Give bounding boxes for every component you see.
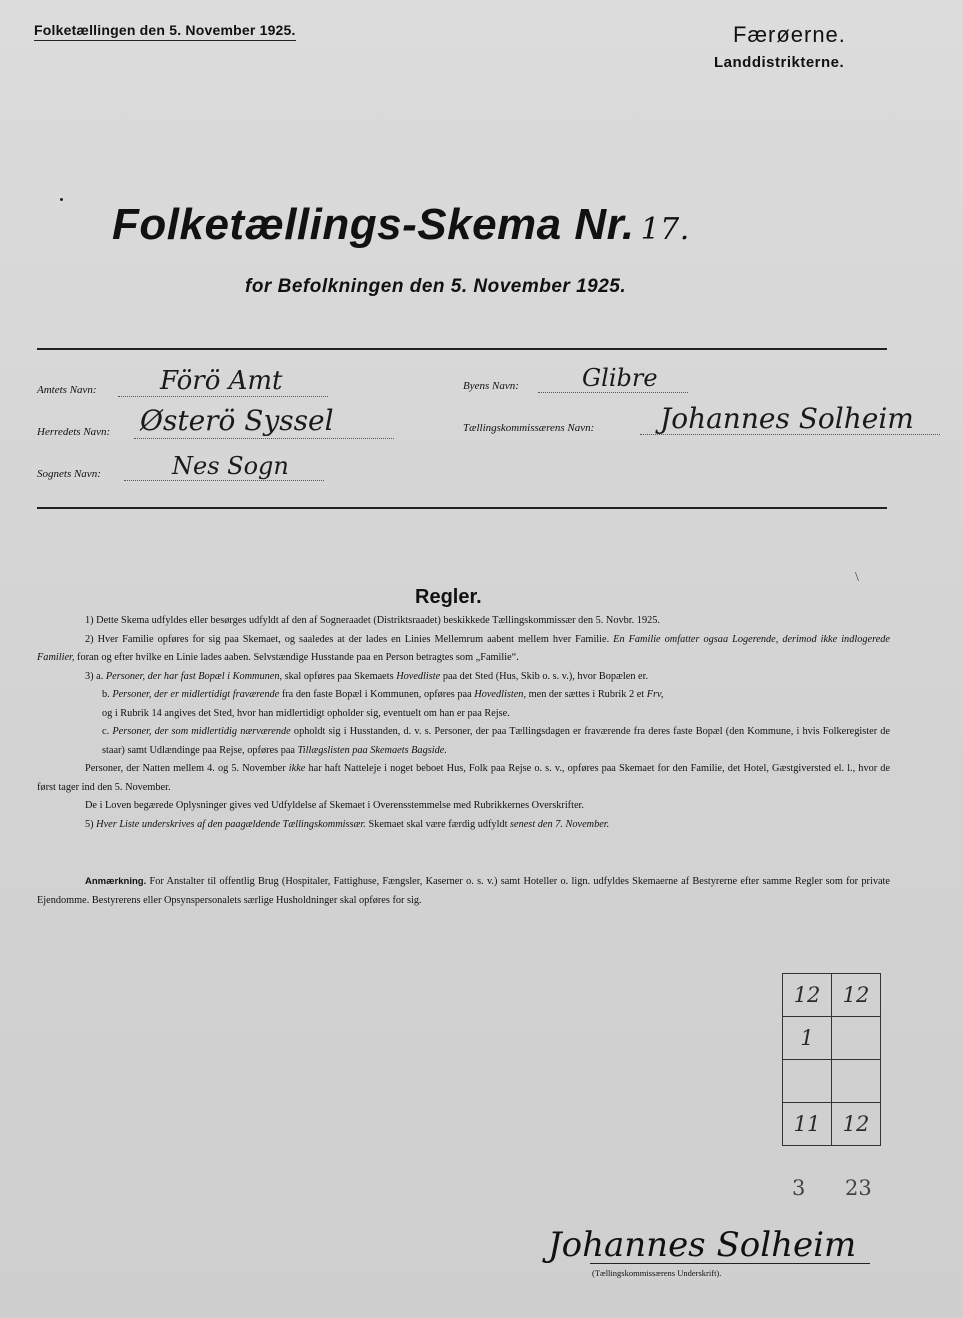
census-date-header: Folketællingen den 5. November 1925.	[34, 22, 296, 41]
tally-cell: 1	[783, 1017, 832, 1060]
divider-bottom	[37, 507, 887, 509]
remark-label: Anmærkning.	[85, 876, 147, 887]
herred-label: Herredets Navn:	[37, 426, 111, 438]
form-title-text: Folketællings-Skema Nr.	[112, 200, 635, 249]
rule-1: 1) Dette Skema udfyldes eller besørges udfyldt af den af Sogneraadet (Distriktsraadet) beskikkede Tællingskommissær den 5. Novbr. 1925.	[85, 615, 660, 626]
remark-text: For Anstalter til offentlig Brug (Hospitaler, Fattighuse, Fængsler, Kaserner o. s. v.) samt Hoteller o. lign. udfyldes Skemaerne af Bestyrerne efter samme Regler som for private Ejendomme. Bestyrerens eller Opsynspersonalets særlige Husholdninger skal opføres for sig.	[37, 876, 890, 906]
rule-4: Personer, der Natten mellem 4. og 5. November ikke har haft Natteleje i noget beboet Hus, Folk paa Rejse o. s. v., opføres paa Skemaet for den Familie, det Hotel, Gæstgiversted el. l., hvor de først tager ind den 5. November.	[37, 763, 891, 793]
rule-5: 5) Hver Liste underskrives af den paagældende Tællingskommissær. Skemaet skal være færdig udfyldt senest den 7. November.	[85, 818, 610, 830]
form-number: 17.	[640, 212, 690, 247]
herred-value: Østerö Syssel	[140, 404, 334, 437]
rules-heading: Regler.	[415, 586, 482, 608]
tally-cell: 12	[832, 1103, 881, 1146]
rule-3c: c. Personer, der som midlertidig nærværende opholdt sig i Husstanden, d. v. s. Personer, der paa Tællingsdagen er fraværende fra deres faste Bopæl (den Kommune, i hvis Folkeregister de staar) samt Udlændinge paa Rejse, opføres paa Tillægslisten paa Skemaets Bagside.	[102, 726, 891, 756]
district-subtitle: Landdistrikterne.	[714, 54, 845, 71]
tally-row	[783, 1060, 881, 1103]
tally-cell	[832, 1017, 881, 1060]
region-title: Færøerne.	[733, 22, 846, 47]
kommissaer-value: Johannes Solheim	[660, 402, 914, 435]
sogn-dotted-line	[124, 480, 324, 481]
herred-dotted-line	[134, 438, 394, 439]
tally-cell: 11	[783, 1103, 832, 1146]
rules-body	[37, 612, 890, 834]
by-dotted-line	[538, 392, 688, 393]
tally-cell: 12	[832, 974, 881, 1017]
sogn-value: Nes Sogn	[172, 452, 289, 480]
form-title	[112, 200, 690, 250]
ink-dot	[60, 198, 63, 201]
by-label: Byens Navn:	[463, 380, 519, 392]
signature-caption: (Tællingskommissærens Underskrift).	[592, 1268, 722, 1278]
tally-total-left: 3	[792, 1176, 806, 1200]
rule-law: De i Loven begærede Oplysninger gives ved Udfyldelse af Skemaet i Overensstemmelse med Rubrikkernes Overskrifter.	[85, 800, 584, 811]
amt-dotted-line	[118, 396, 328, 397]
tally-total-right: 23	[845, 1176, 872, 1200]
form-subtitle: for Befolkningen den 5. November 1925.	[245, 276, 627, 297]
remark-paragraph	[37, 872, 890, 910]
signature-line	[590, 1263, 870, 1264]
tally-row	[783, 1103, 881, 1146]
rule-3b: b. Personer, der er midlertidigt fraværende fra den faste Bopæl i Kommunen, opføres paa Hovedlisten, men der sættes i Rubrik 2 et Frv, og i Rubrik 14 angives det Sted, hvor han midlertidigt opholder sig, eventuelt om han er paa Rejse.	[102, 689, 664, 719]
divider-top	[37, 348, 887, 350]
sogn-label: Sognets Navn:	[37, 468, 101, 480]
tally-row	[783, 1017, 881, 1060]
tally-cell: 12	[783, 974, 832, 1017]
tally-cell	[832, 1060, 881, 1103]
pencil-mark: \	[855, 570, 859, 585]
kommissaer-label: Tællingskommissærens Navn:	[463, 422, 595, 434]
tally-cell	[783, 1060, 832, 1103]
amt-value: Förö Amt	[160, 366, 283, 396]
commissioner-signature: Johannes Solheim	[548, 1225, 857, 1265]
rule-2: 2) Hver Familie opføres for sig paa Skemaet, og saaledes at der lades en Linies Mellemrum aabent mellem hver Familie. En Familie omfatter ogsaa Logerende, derimod ikke indlogerede Familier, foran og efter hvilke en Linie lades aaben. Selvstændige Husstande paa en Person betragtes som „Familie“.	[37, 633, 890, 663]
by-value: Glibre	[582, 364, 658, 392]
rule-3a: 3) a. Personer, der har fast Bopæl i Kommunen, skal opføres paa Skemaets Hovedliste paa det Sted (Hus, Skib o. s. v.), hvor Bopælen er.	[85, 670, 649, 682]
amt-label: Amtets Navn:	[37, 384, 97, 396]
tally-table	[782, 973, 881, 1146]
tally-row	[783, 974, 881, 1017]
